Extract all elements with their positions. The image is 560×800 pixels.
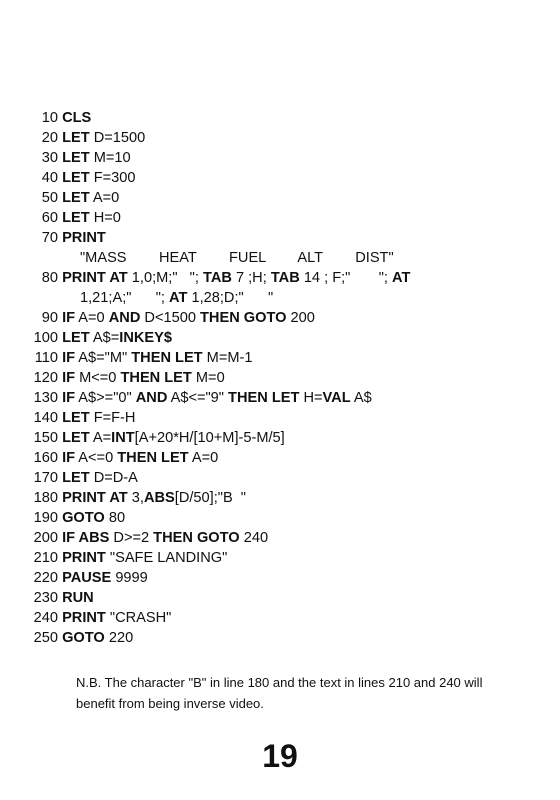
code-line <box>0 188 560 208</box>
code-text: 200 <box>286 310 315 326</box>
code-text: F=300 <box>89 170 136 186</box>
line-number: 220 <box>33 570 58 586</box>
code-line <box>0 628 560 648</box>
code-line <box>0 488 560 508</box>
code-line <box>0 388 560 408</box>
keyword: THEN GOTO <box>153 530 240 546</box>
keyword: LET <box>62 470 90 486</box>
code-text: A$ <box>350 390 372 406</box>
keyword: IF <box>62 370 76 386</box>
code-text: A=0 <box>89 190 120 206</box>
line-number: 210 <box>33 550 58 566</box>
code-text: 80 <box>104 510 126 526</box>
line-number: 100 <box>33 330 58 346</box>
code-text: A$>="0" <box>75 390 136 406</box>
program-listing <box>0 108 560 648</box>
keyword: GOTO <box>62 630 105 646</box>
code-text: H= <box>299 390 323 406</box>
code-text: "MASS HEAT FUEL ALT DIST" <box>80 250 394 266</box>
code-line <box>0 208 560 228</box>
code-line <box>0 308 560 328</box>
keyword: AND <box>108 310 141 326</box>
keyword: TAB <box>202 270 232 286</box>
code-line <box>0 328 560 348</box>
code-text: A=0 <box>75 310 109 326</box>
keyword: IF <box>62 450 76 466</box>
code-text: 1,21;A;" "; <box>80 290 170 306</box>
code-text: A=0 <box>188 450 219 466</box>
keyword: VAL <box>322 390 351 406</box>
keyword: ABS <box>143 490 175 506</box>
code-text: A= <box>89 430 112 446</box>
code-line <box>0 168 560 188</box>
code-text: A$="M" <box>75 350 132 366</box>
code-text: M<=0 <box>75 370 121 386</box>
keyword: LET <box>62 430 90 446</box>
line-number: 150 <box>33 430 58 446</box>
code-text: 240 <box>239 530 269 546</box>
code-line <box>0 348 560 368</box>
line-number: 80 <box>41 270 58 286</box>
code-line <box>0 108 560 128</box>
line-number: 170 <box>33 470 58 486</box>
keyword: PRINT AT <box>62 490 128 506</box>
keyword: THEN LET <box>120 370 192 386</box>
keyword: LET <box>62 150 90 166</box>
code-line <box>0 128 560 148</box>
code-text: M=0 <box>191 370 225 386</box>
code-line <box>0 468 560 488</box>
code-line <box>0 228 560 248</box>
keyword: PRINT <box>62 230 106 246</box>
line-number: 130 <box>33 390 58 406</box>
code-line <box>0 548 560 568</box>
code-text: 1,0;M;" "; <box>127 270 203 286</box>
keyword: AT <box>169 290 188 306</box>
line-number: 110 <box>34 350 58 366</box>
code-text: M=10 <box>89 150 131 166</box>
code-text: D=1500 <box>89 130 146 146</box>
footnote: N.B. The character "B" in line 180 and the text in lines 210 and 240 will benefit from being inverse video. <box>76 675 483 711</box>
code-line <box>0 288 560 308</box>
keyword: THEN LET <box>131 350 203 366</box>
code-text: D<1500 <box>140 310 200 326</box>
keyword: PRINT AT <box>62 270 128 286</box>
keyword: IF <box>62 390 76 406</box>
keyword: PRINT <box>62 550 106 566</box>
keyword: RUN <box>62 590 94 606</box>
line-number: 190 <box>33 510 58 526</box>
code-line <box>0 248 560 268</box>
line-number: 70 <box>41 230 58 246</box>
code-line <box>0 148 560 168</box>
line-number: 10 <box>41 110 58 126</box>
code-text: A$<="9" <box>167 390 229 406</box>
keyword: TAB <box>270 270 300 286</box>
keyword: AT <box>392 270 411 286</box>
code-text: 220 <box>104 630 134 646</box>
code-text: "CRASH" <box>105 610 172 626</box>
code-line <box>0 408 560 428</box>
code-text: D=D-A <box>89 470 138 486</box>
keyword: AND <box>135 390 168 406</box>
code-text: F=F-H <box>89 410 136 426</box>
code-line <box>0 448 560 468</box>
code-text: A$= <box>89 330 120 346</box>
code-text: D>=2 <box>109 530 154 546</box>
keyword: IF <box>62 310 76 326</box>
page-number: 19 <box>262 738 298 774</box>
code-text: 7 ;H; <box>231 270 271 286</box>
code-text: [A+20*H/[10+M]-5-M/5] <box>134 430 285 446</box>
keyword: LET <box>62 170 90 186</box>
line-number: 90 <box>41 310 58 326</box>
line-number: 160 <box>33 450 58 466</box>
line-number: 30 <box>41 150 58 166</box>
line-number: 20 <box>41 130 58 146</box>
line-number: 140 <box>33 410 58 426</box>
code-line <box>0 608 560 628</box>
code-line <box>0 528 560 548</box>
keyword: IF <box>62 350 76 366</box>
keyword: THEN LET <box>117 450 189 466</box>
keyword: LET <box>62 330 90 346</box>
code-line <box>0 368 560 388</box>
line-number: 60 <box>41 210 58 226</box>
code-text: H=0 <box>89 210 121 226</box>
line-number: 50 <box>41 190 58 206</box>
line-number: 40 <box>41 170 58 186</box>
keyword: LET <box>62 210 90 226</box>
keyword: INKEY$ <box>119 330 172 346</box>
keyword: INT <box>111 430 135 446</box>
code-line <box>0 508 560 528</box>
code-text: 9999 <box>111 570 148 586</box>
line-number: 180 <box>33 490 58 506</box>
keyword: THEN LET <box>228 390 300 406</box>
code-text: "SAFE LANDING" <box>105 550 228 566</box>
keyword: THEN GOTO <box>200 310 287 326</box>
code-text: [D/50];"B " <box>174 490 246 506</box>
keyword: GOTO <box>62 510 105 526</box>
line-number: 240 <box>33 610 58 626</box>
code-text: 1,28;D;" " <box>187 290 274 306</box>
code-text: A<=0 <box>75 450 118 466</box>
line-number: 250 <box>33 630 58 646</box>
line-number: 120 <box>33 370 58 386</box>
keyword: IF ABS <box>62 530 110 546</box>
code-line <box>0 588 560 608</box>
code-line <box>0 428 560 448</box>
line-number: 200 <box>33 530 58 546</box>
keyword: LET <box>62 410 90 426</box>
line-number: 230 <box>33 590 58 606</box>
keyword: CLS <box>62 110 92 126</box>
keyword: LET <box>62 190 90 206</box>
code-line <box>0 268 560 288</box>
keyword: PRINT <box>62 610 106 626</box>
code-line <box>0 568 560 588</box>
keyword: PAUSE <box>62 570 112 586</box>
code-text: 14 ; F;" "; <box>299 270 393 286</box>
code-text: M=M-1 <box>202 350 253 366</box>
code-text: 3, <box>127 490 144 506</box>
keyword: LET <box>62 130 90 146</box>
